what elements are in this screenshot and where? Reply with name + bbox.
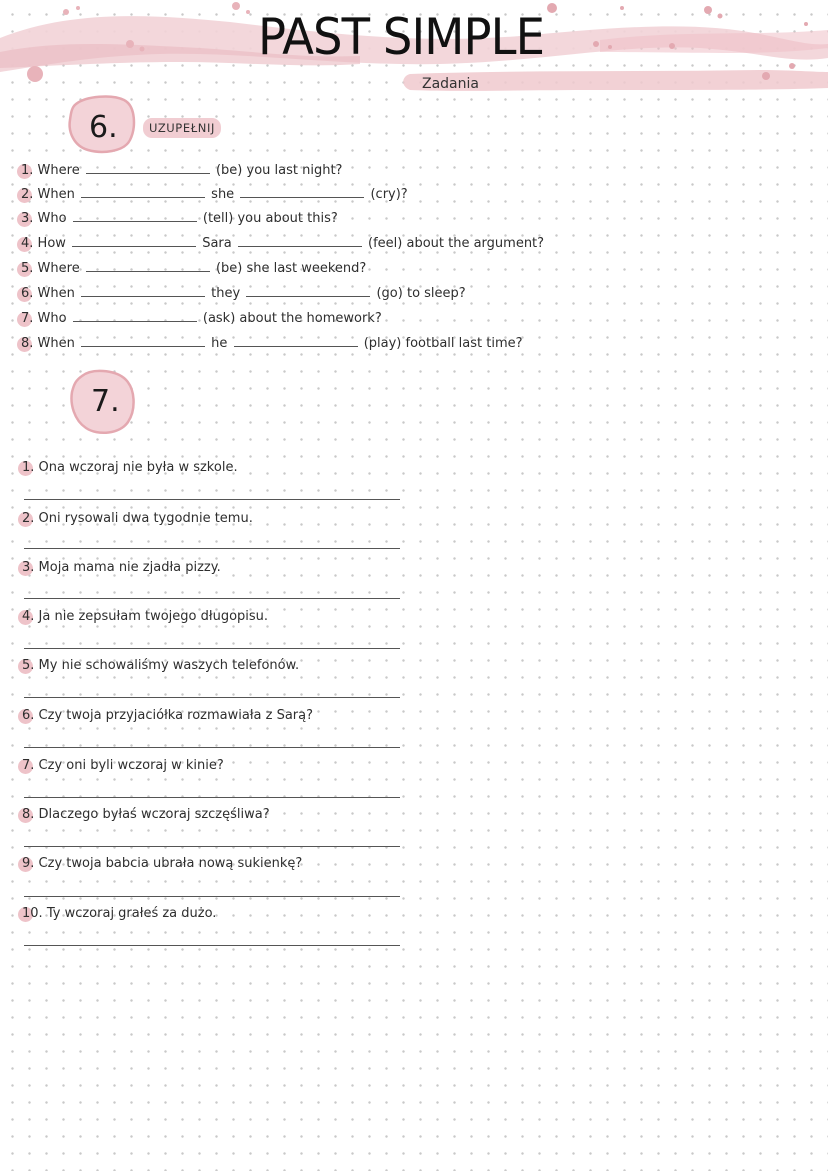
- answer-line[interactable]: [24, 499, 400, 500]
- answer-blank[interactable]: [73, 308, 197, 322]
- answer-blank[interactable]: [240, 184, 364, 198]
- answer-blank[interactable]: [246, 283, 370, 297]
- exercise-7-item: [22, 509, 253, 529]
- answer-blank[interactable]: [238, 233, 362, 247]
- answer-blank[interactable]: [73, 208, 197, 222]
- exercise-6-item: [21, 333, 523, 353]
- item-text: (be) you last night?: [215, 163, 343, 178]
- item-text: My nie schowaliśmy waszych telefonów.: [38, 658, 300, 673]
- item-text: (go) to sleep?: [376, 286, 466, 301]
- answer-blank[interactable]: [234, 333, 358, 347]
- item-text: Ja nie zepsułam twojego długopisu.: [38, 609, 269, 624]
- answer-blank[interactable]: [81, 184, 205, 198]
- exercise-7-item: [22, 756, 224, 776]
- item-number: 3.: [21, 209, 33, 229]
- exercise-7-item: [22, 558, 221, 578]
- item-text: Where: [37, 163, 80, 178]
- item-text: he: [211, 336, 228, 351]
- exercise-6-item: [21, 184, 408, 204]
- item-text: (ask) about the homework?: [202, 311, 382, 326]
- exercise-6-item: [21, 283, 466, 303]
- item-text: Who: [37, 311, 67, 326]
- item-text: How: [37, 236, 66, 251]
- exercise-7-item: [22, 706, 313, 726]
- answer-line[interactable]: [24, 697, 400, 698]
- item-number: 7.: [21, 309, 33, 329]
- exercise-6-number: 6.: [89, 110, 118, 145]
- exercise-7-item: [22, 607, 268, 627]
- item-number: 5.: [22, 656, 34, 676]
- answer-line[interactable]: [24, 598, 400, 599]
- answer-blank[interactable]: [86, 258, 210, 272]
- item-number: 1.: [22, 458, 34, 478]
- answer-blank[interactable]: [72, 233, 196, 247]
- item-text: Oni rysowali dwa tygodnie temu.: [38, 511, 253, 526]
- exercise-7-item: [22, 854, 302, 874]
- item-text: (tell) you about this?: [202, 211, 338, 226]
- item-number: 6.: [21, 284, 33, 304]
- item-number: 10.: [22, 904, 43, 924]
- answer-line[interactable]: [24, 896, 400, 897]
- item-number: 6.: [22, 706, 34, 726]
- exercise-7-number: 7.: [91, 384, 120, 419]
- item-number: 7.: [22, 756, 34, 776]
- item-number: 5.: [21, 259, 33, 279]
- exercise-7-item: [22, 904, 216, 924]
- item-number: 2.: [21, 185, 33, 205]
- item-text: Ona wczoraj nie była w szkole.: [38, 460, 238, 475]
- answer-line[interactable]: [24, 747, 400, 748]
- exercise-7-item: [22, 458, 238, 478]
- item-text: Ty wczoraj grałeś za dużo.: [46, 906, 217, 921]
- exercise-6-item: [21, 233, 544, 253]
- item-text: Czy twoja przyjaciółka rozmawiała z Sarą?: [38, 708, 314, 723]
- item-text: When: [37, 187, 75, 202]
- item-text: (feel) about the argument?: [368, 236, 545, 251]
- item-number: 9.: [22, 854, 34, 874]
- item-text: Moja mama nie zjadła pizzy.: [38, 560, 221, 575]
- item-text: Czy twoja babcia ubrała nową sukienkę?: [38, 856, 303, 871]
- item-text: Czy oni byli wczoraj w kinie?: [38, 758, 224, 773]
- exercise-6-item: [21, 308, 382, 328]
- answer-line[interactable]: [24, 648, 400, 649]
- answer-blank[interactable]: [81, 333, 205, 347]
- answer-line[interactable]: [24, 548, 400, 549]
- page-title: PAST SIMPLE: [258, 8, 545, 66]
- item-number: 4.: [21, 234, 33, 254]
- exercise-7-item: [22, 805, 270, 825]
- answer-line[interactable]: [24, 945, 400, 946]
- exercise-6-item: [21, 258, 366, 278]
- item-text: Sara: [202, 236, 232, 251]
- item-number: 8.: [22, 805, 34, 825]
- exercise-6-item: [21, 160, 342, 180]
- item-number: 3.: [22, 558, 34, 578]
- answer-blank[interactable]: [81, 283, 205, 297]
- item-text: When: [37, 336, 75, 351]
- item-text: When: [37, 286, 75, 301]
- item-number: 2.: [22, 509, 34, 529]
- answer-line[interactable]: [24, 797, 400, 798]
- item-number: 1.: [21, 161, 33, 181]
- item-text: Who: [37, 211, 67, 226]
- item-text: they: [211, 286, 241, 301]
- item-text: (be) she last weekend?: [215, 261, 367, 276]
- item-text: (play) football last time?: [363, 336, 523, 351]
- item-text: Where: [37, 261, 80, 276]
- answer-blank[interactable]: [86, 160, 210, 174]
- answer-line[interactable]: [24, 846, 400, 847]
- item-text: Dlaczego byłaś wczoraj szczęśliwa?: [38, 807, 270, 822]
- exercise-6-item: [21, 208, 338, 228]
- item-text: she: [211, 187, 235, 202]
- exercise-6-instruction: UZUPEŁNIJ: [143, 118, 221, 138]
- exercise-7-item: [22, 656, 299, 676]
- page-subtitle: Zadania: [422, 76, 479, 92]
- item-text: (cry)?: [370, 187, 408, 202]
- item-number: 8.: [21, 334, 33, 354]
- item-number: 4.: [22, 607, 34, 627]
